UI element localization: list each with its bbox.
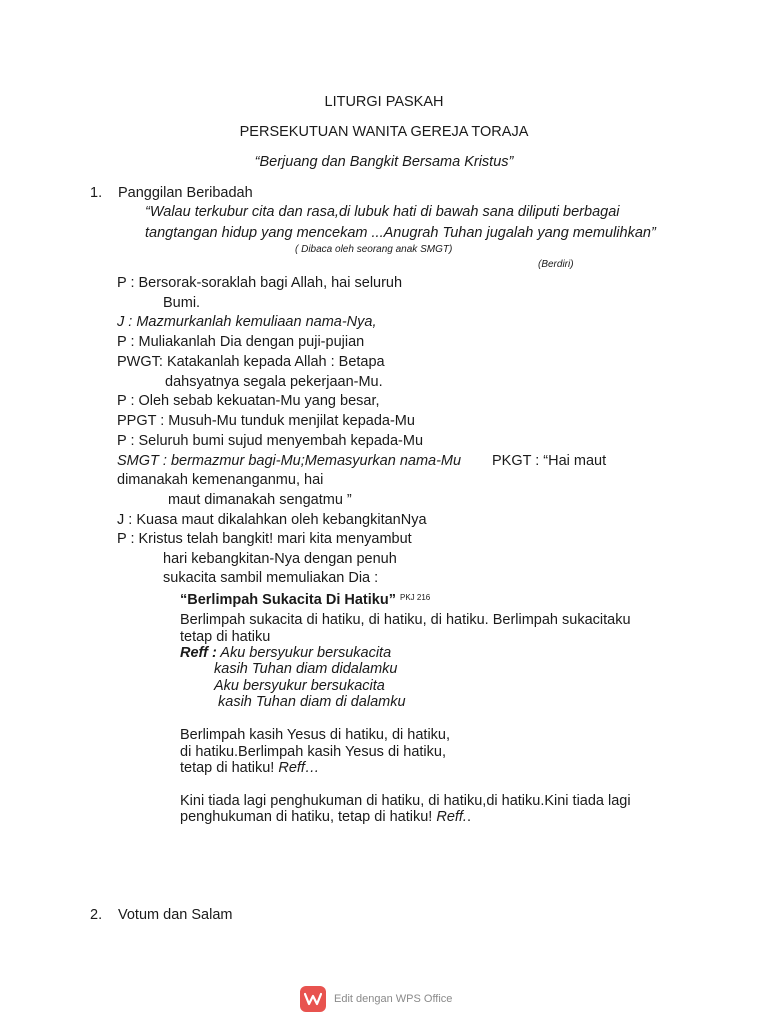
wps-logo-icon [300, 986, 326, 1012]
theme-title: “Berjuang dan Bangkit Bersama Kristus” [254, 154, 514, 170]
liturgy-line-10a: SMGT : bermazmur bagi-Mu;Memasyurkan nama-Mu [117, 453, 462, 469]
berdiri-note: (Berdiri) [538, 259, 574, 270]
verse1-line-1: Berlimpah sukacita di hatiku, di hatiku, di hatiku. Berlimpah sukacitaku [180, 612, 631, 628]
verse2-line-3 [180, 759, 319, 777]
song-title-row [180, 591, 430, 609]
liturgy-line-12: maut dimanakah sengatmu ” [168, 492, 352, 508]
song-reference: PKJ 216 [399, 593, 431, 602]
verse3-line-2 [180, 808, 471, 826]
liturgy-line-11: dimanakah kemenanganmu, hai [117, 472, 324, 488]
song-title: “Berlimpah Sukacita Di Hatiku” [180, 592, 396, 608]
wps-edit-link[interactable]: Edit dengan WPS Office [334, 993, 453, 1005]
wps-footer[interactable] [300, 984, 452, 1014]
liturgy-line-6: dahsyatnya segala pekerjaan-Mu. [165, 374, 383, 390]
verse3-line-2-text: penghukuman di hatiku, tetap di hatiku! [180, 809, 437, 825]
reff-line-3: Aku bersyukur bersukacita [214, 678, 385, 694]
section1-number: 1. [90, 185, 103, 201]
liturgy-line-13: J : Kuasa maut dikalahkan oleh kebangkitanNya [117, 512, 427, 528]
verse3-line-1: Kini tiada lagi penghukuman di hatiku, di hatiku,di hatiku.Kini tiada lagi [180, 793, 631, 809]
verse1-line-2: tetap di hatiku [180, 629, 271, 645]
verse3-period: . [466, 809, 471, 825]
quote-line-2: tangtangan hidup yang mencekam ...Anugrah Tuhan jugalah yang memulihkan” [145, 225, 656, 241]
verse2-reff: Reff… [278, 760, 320, 776]
quote-line-1: “Walau terkubur cita dan rasa,di lubuk hati di bawah sana diliputi berbagai [145, 204, 620, 220]
liturgy-line-4: P : Muliakanlah Dia dengan puji-pujian [117, 334, 365, 350]
liturgy-line-15: hari kebangkitan-Nya dengan penuh [163, 551, 397, 567]
verse2-line-3-text: tetap di hatiku! [180, 760, 279, 776]
liturgy-line-8: PPGT : Musuh-Mu tunduk menjilat kepada-Mu [117, 413, 415, 429]
liturgy-line-2: Bumi. [163, 295, 201, 311]
reff-line-4: kasih Tuhan diam di dalamku [218, 694, 406, 710]
title-liturgi: LITURGI PASKAH [324, 94, 444, 110]
liturgy-line-16: sukacita sambil memuliakan Dia : [163, 570, 379, 586]
reader-note: ( Dibaca oleh seorang anak SMGT) [295, 244, 453, 255]
section1-heading: Panggilan Beribadah [118, 185, 253, 201]
liturgy-line-9: P : Seluruh bumi sujud menyembah kepada-Mu [117, 433, 424, 449]
reff-line-1: Aku bersyukur bersukacita [220, 645, 392, 661]
title-persekutuan: PERSEKUTUAN WANITA GEREJA TORAJA [239, 124, 529, 140]
verse2-line-1: Berlimpah kasih Yesus di hatiku, di hatiku, [180, 727, 451, 743]
verse3-reff: Reff. [436, 809, 467, 825]
section2-number: 2. [90, 907, 103, 923]
reff-line-2: kasih Tuhan diam didalamku [214, 661, 398, 677]
liturgy-line-5: PWGT: Katakanlah kepada Allah : Betapa [117, 354, 385, 370]
verse2-line-2: di hatiku.Berlimpah kasih Yesus di hatiku, [180, 744, 446, 760]
liturgy-line-10b: PKGT : “Hai maut [492, 453, 607, 469]
liturgy-line-3: J : Mazmurkanlah kemuliaan nama-Nya, [117, 314, 377, 330]
liturgy-line-14: P : Kristus telah bangkit! mari kita menyambut [117, 531, 412, 547]
liturgy-line-1: P : Bersorak-soraklah bagi Allah, hai seluruh [117, 275, 403, 291]
liturgy-line-7: P : Oleh sebab kekuatan-Mu yang besar, [117, 393, 380, 409]
section2-heading: Votum dan Salam [118, 907, 233, 923]
reff-label: Reff : [180, 645, 217, 661]
